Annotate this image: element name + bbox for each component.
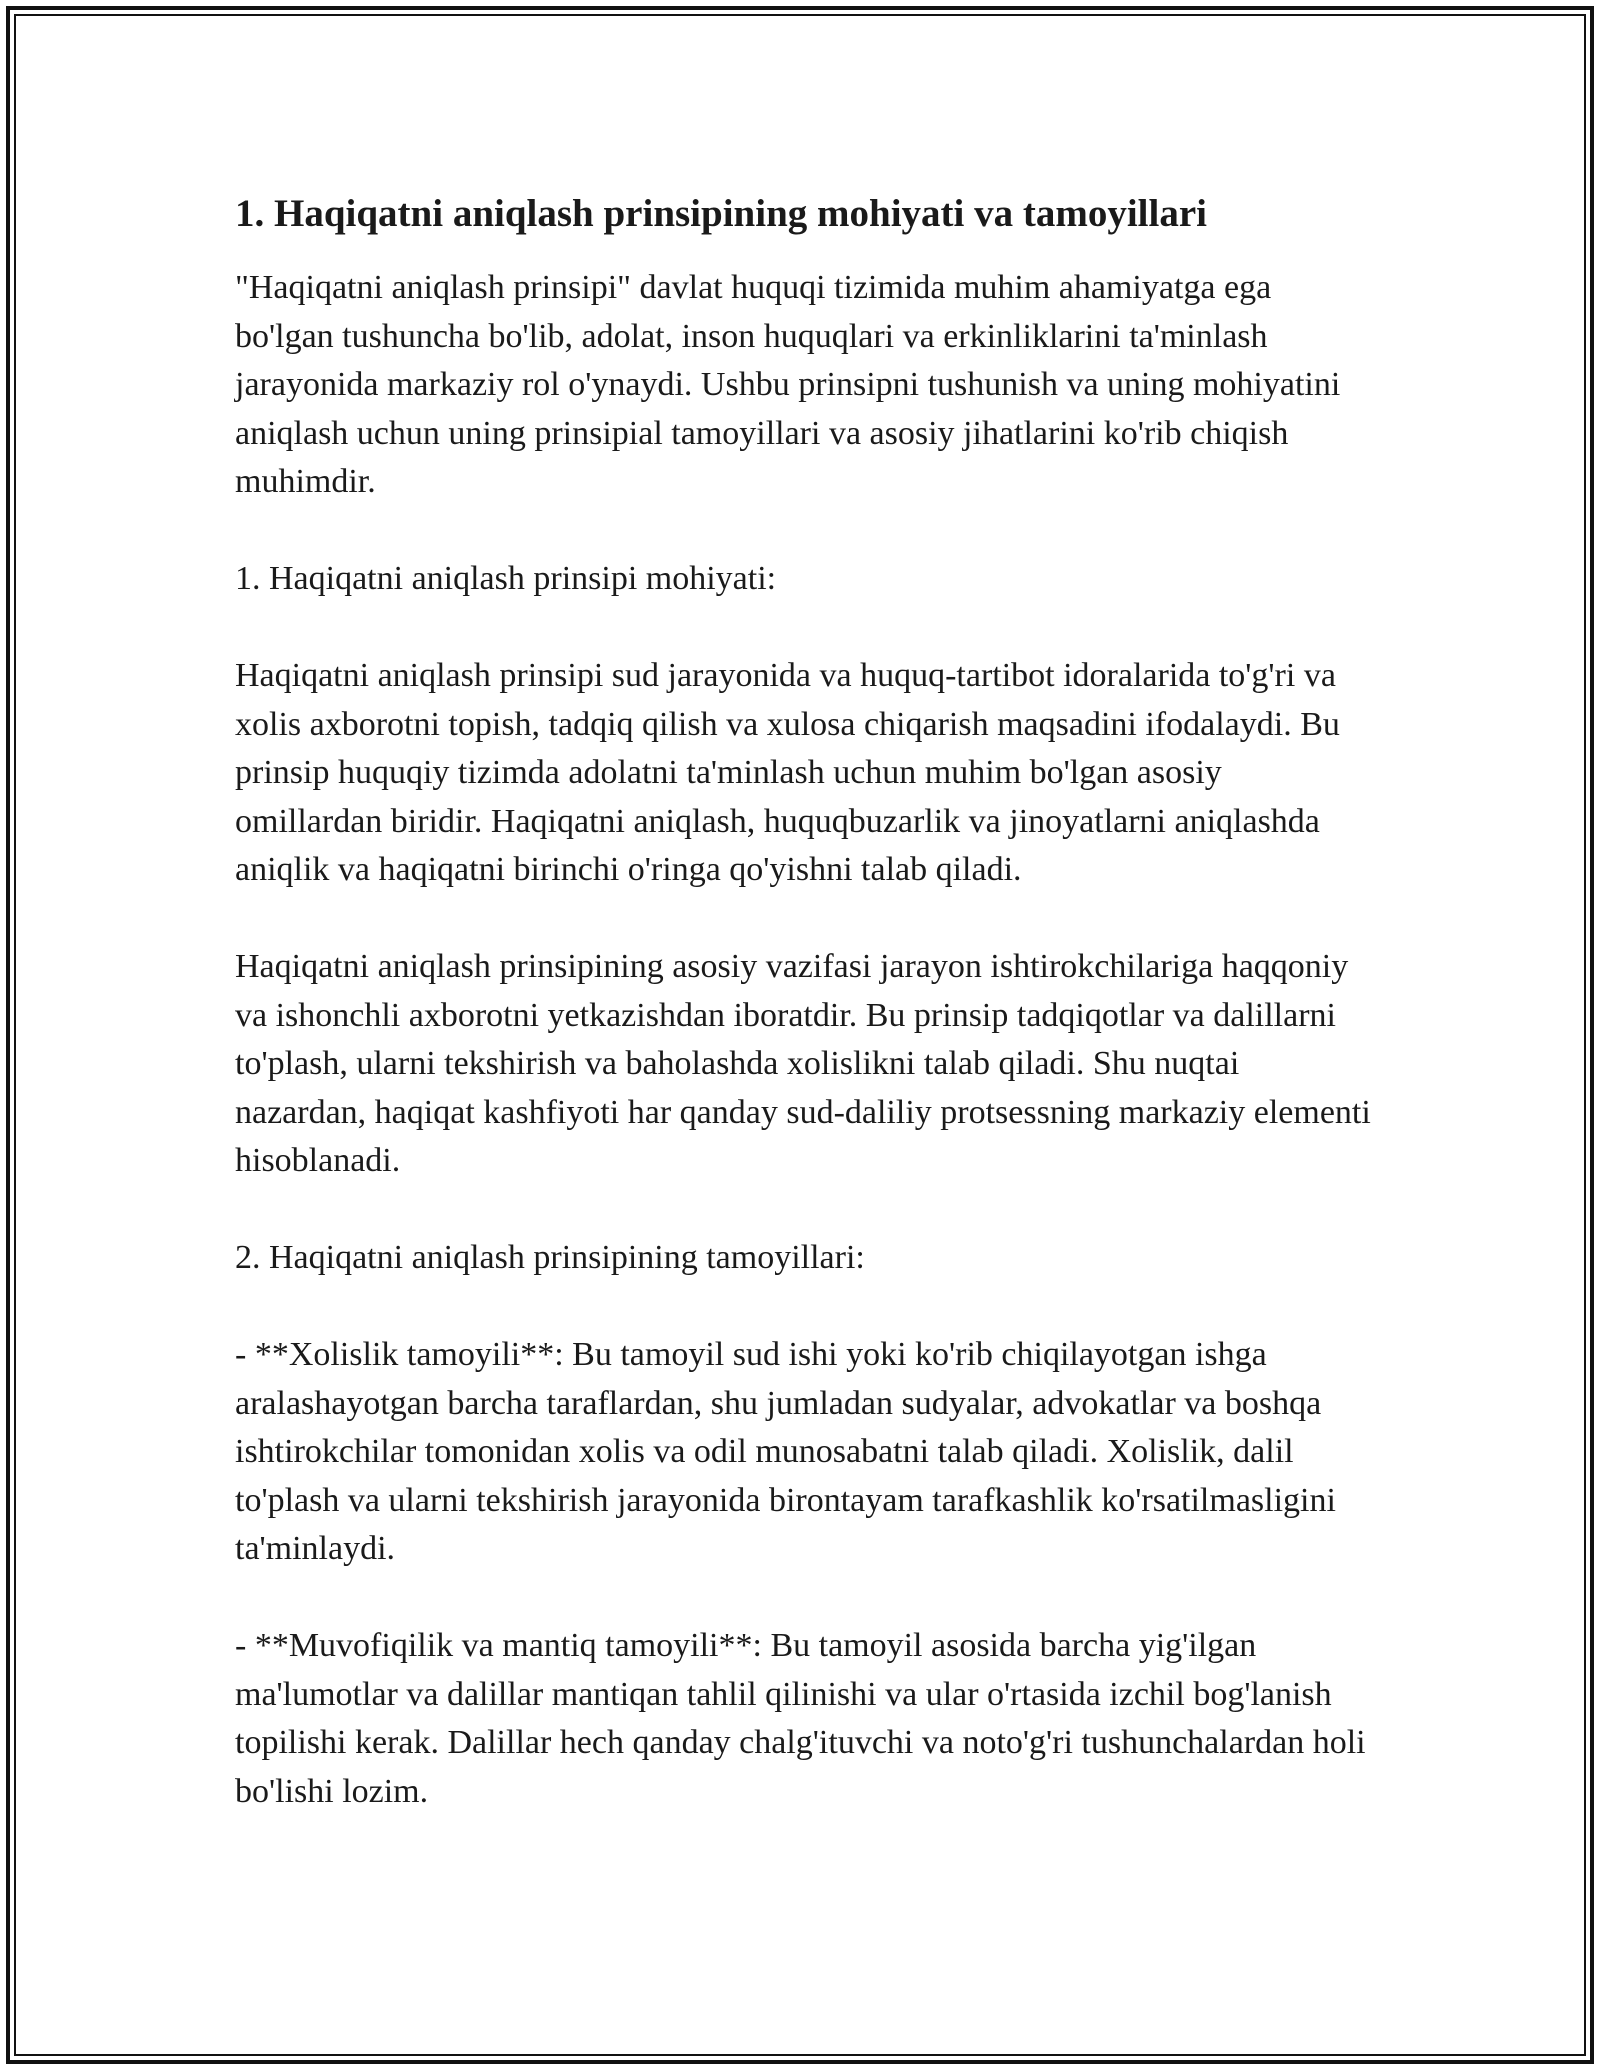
document-title: 1. Haqiqatni aniqlash prinsipining mohiyati va tamoyillari — [235, 192, 1207, 235]
list-item-xolislik: - **Xolislik tamoyili**: Bu tamoyil sud ishi yoki ko'rib chiqilayotgan ishga aralashayotgan barcha taraflardan, shu jumladan sudyalar, advokatlar va boshqa ishtirokchilar tomonidan xolis va odil munosabatni talab qiladi. Xolislik, dalil to'plash va ularni tekshirish jarayonida birontayam tarafkashlik ko'rsatilmasligini ta'minlaydi. — [235, 1336, 1336, 1567]
document-body — [235, 188, 1375, 1816]
paragraph-intro: "Haqiqatni aniqlash prinsipi" davlat huquqi tizimida muhim ahamiyatga ega bo'lgan tushuncha bo'lib, adolat, inson huquqlari va erkinliklarini ta'minlash jarayonida markaziy rol o'ynaydi. Ushbu prinsipni tushunish va uning mohiyatini aniqlash uchun uning prinsipial tamoyillari va asosiy jihatlarini ko'rib chiqish muhimdir. — [235, 269, 1341, 500]
paragraph-mohiyati-2: Haqiqatni aniqlash prinsipining asosiy vazifasi jarayon ishtirokchilariga haqqoniy va ishonchli axborotni yetkazishdan iboratdir. Bu prinsip tadqiqotlar va dalillarni to'plash, ularni tekshirish va baholashda xolislikni talab qiladi. Shu nuqtai nazardan, haqiqat kashfiyoti har qanday sud-daliliy protsessning markaziy elementi hisoblanadi. — [235, 948, 1371, 1179]
section-heading-tamoyillari: 2. Haqiqatni aniqlash prinsipining tamoyillari: — [235, 1239, 865, 1276]
list-item-muvofiqilik: - **Muvofiqilik va mantiq tamoyili**: Bu tamoyil asosida barcha yig'ilgan ma'lumotlar va dalillar mantiqan tahlil qilinishi va ular o'rtasida izchil bog'lanish topilishi kerak. Dalillar hech qanday chalg'ituvchi va noto'g'ri tushunchalardan holi bo'lishi lozim. — [235, 1627, 1366, 1810]
section-heading-mohiyati: 1. Haqiqatni aniqlash prinsipi mohiyati: — [235, 560, 777, 597]
paragraph-mohiyati-1: Haqiqatni aniqlash prinsipi sud jarayonida va huquq-tartibot idoralarida to'g'ri va xolis axborotni topish, tadqiq qilish va xulosa chiqarish maqsadini ifodalaydi. Bu prinsip huquqiy tizimda adolatni ta'minlash uchun muhim bo'lgan asosiy omillardan biridir. Haqiqatni aniqlash, huquqbuzarlik va jinoyatlarni aniqlashda aniqlik va haqiqatni birinchi o'ringa qo'yishni talab qiladi. — [235, 657, 1340, 888]
